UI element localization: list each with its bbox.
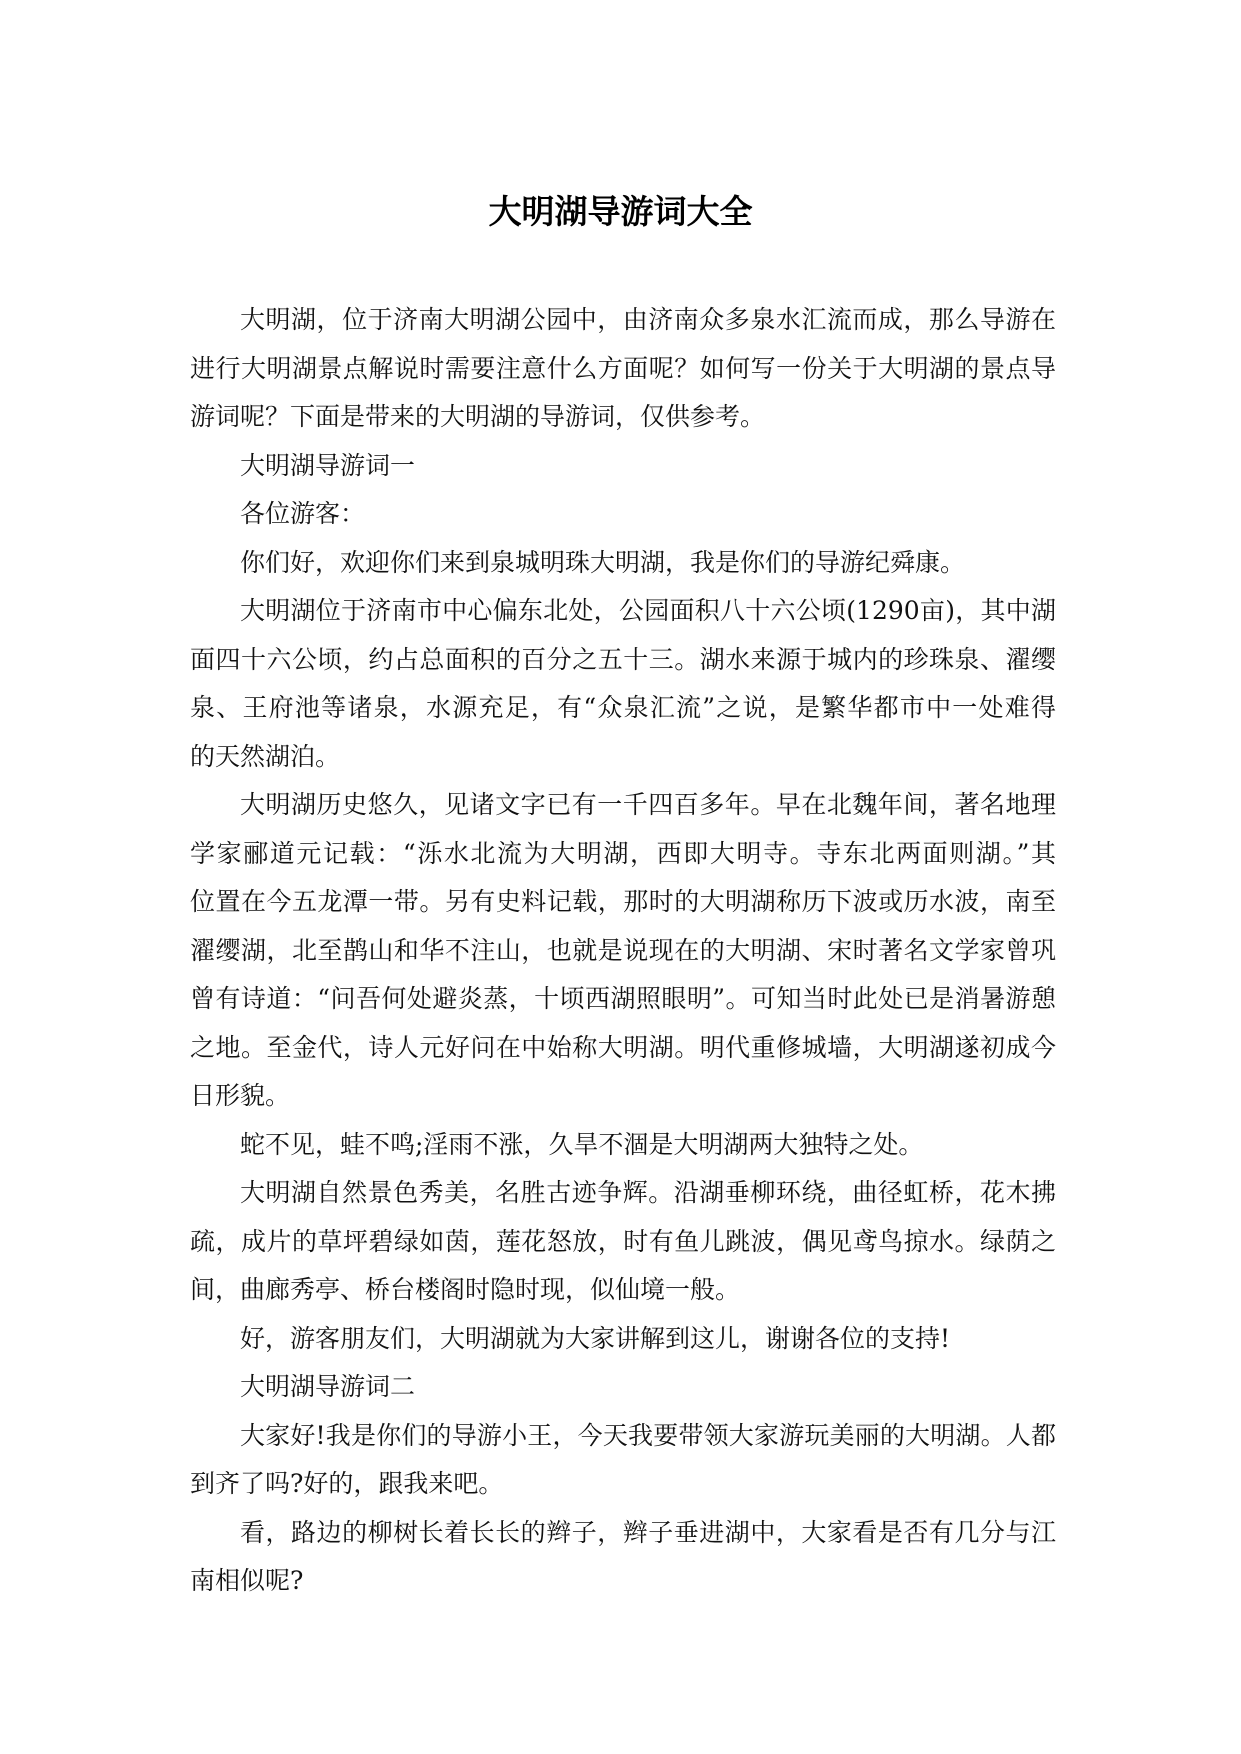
paragraph-line: 到齐了吗?好的，跟我来吧。 [190, 1469, 504, 1498]
paragraph-line: 好，游客朋友们，大明湖就为大家讲解到这儿，谢谢各位的支持! [240, 1323, 951, 1353]
greeting-paragraph [190, 490, 1056, 539]
paragraph-line: 日形貌。 [190, 1081, 291, 1110]
paragraph-line: 曾有诗道：“问吾何处避炎蒸，十顷西湖照眼明”。可知当时此处已是消暑游憩 [190, 984, 1056, 1013]
section-heading [190, 442, 1056, 491]
paragraph-line: 各位游客： [240, 499, 366, 528]
paragraph-line: 大明湖历史悠久，见诸文字已有一千四百多年。早在北魏年间，著名地理 [240, 790, 1056, 819]
paragraph-line: 南相似呢? [190, 1566, 304, 1595]
welcome-paragraph [190, 539, 1056, 588]
location-paragraph [190, 587, 1056, 781]
willow-paragraph [190, 1509, 1056, 1606]
paragraph-line: 进行大明湖景点解说时需要注意什么方面呢？如何写一份关于大明湖的景点导 [190, 353, 1056, 383]
document-title: 大明湖导游词大全 [488, 192, 753, 231]
paragraph-line: 疏，成片的草坪碧绿如茵，莲花怒放，时有鱼儿跳波，偶见鸢鸟掠水。绿荫之 [190, 1226, 1056, 1256]
paragraph-line: 间，曲廊秀亭、桥台楼阁时隐时现，似仙境一般。 [190, 1275, 741, 1304]
paragraph-line: 大明湖自然景色秀美，名胜古迹争辉。沿湖垂柳环绕，曲径虹桥，花木拂 [240, 1178, 1056, 1207]
paragraph-line: 面四十六公顷，约占总面积的百分之五十三。湖水来源于城内的珍珠泉、濯缨 [190, 644, 1056, 674]
history-paragraph [190, 781, 1056, 1121]
paragraph-line: 大明湖位于济南市中心偏东北处，公园面积八十六公顷(1290亩)，其中湖 [240, 596, 1056, 625]
paragraph-line: 泉、王府池等诸泉，水源充足，有“众泉汇流”之说，是繁华都市中一处难得 [190, 693, 1056, 722]
features-paragraph [190, 1121, 1056, 1170]
paragraph-line: 之地。至金代，诗人元好问在中始称大明湖。明代重修城墙，大明湖遂初成今 [190, 1032, 1056, 1062]
paragraph-line: 蛇不见，蛙不鸣;淫雨不涨，久旱不涸是大明湖两大独特之处。 [240, 1129, 924, 1159]
closing-paragraph [190, 1315, 1056, 1364]
paragraph-line: 学家郦道元记载：“泺水北流为大明湖，西即大明寺。寺东北两面则湖。”其 [190, 838, 1056, 868]
paragraph-line: 濯缨湖，北至鹊山和华不注山，也就是说现在的大明湖、宋时著名文学家曾巩 [190, 935, 1056, 965]
paragraph-line: 你们好，欢迎你们来到泉城明珠大明湖，我是你们的导游纪舜康。 [240, 547, 966, 577]
section-heading [190, 1363, 1056, 1412]
section-heading-text: 大明湖导游词一 [240, 450, 416, 480]
document-body [190, 296, 1056, 1606]
paragraph-line: 位置在今五龙潭一带。另有史料记载，那时的大明湖称历下波或历水波，南至 [190, 887, 1056, 916]
intro-paragraph-2 [190, 1412, 1056, 1509]
intro-paragraph [190, 296, 1056, 442]
paragraph-line: 大家好!我是你们的导游小王，今天我要带领大家游玩美丽的大明湖。人都 [240, 1420, 1056, 1450]
paragraph-line: 的天然湖泊。 [190, 741, 341, 771]
scenery-paragraph [190, 1169, 1056, 1315]
paragraph-line: 看，路边的柳树长着长长的辫子，辫子垂进湖中，大家看是否有几分与江 [240, 1517, 1056, 1547]
section-heading-text: 大明湖导游词二 [240, 1372, 416, 1401]
paragraph-line: 游词呢？下面是带来的大明湖的导游词，仅供参考。 [190, 402, 766, 431]
paragraph-line: 大明湖，位于济南大明湖公园中，由济南众多泉水汇流而成，那么导游在 [240, 305, 1056, 334]
